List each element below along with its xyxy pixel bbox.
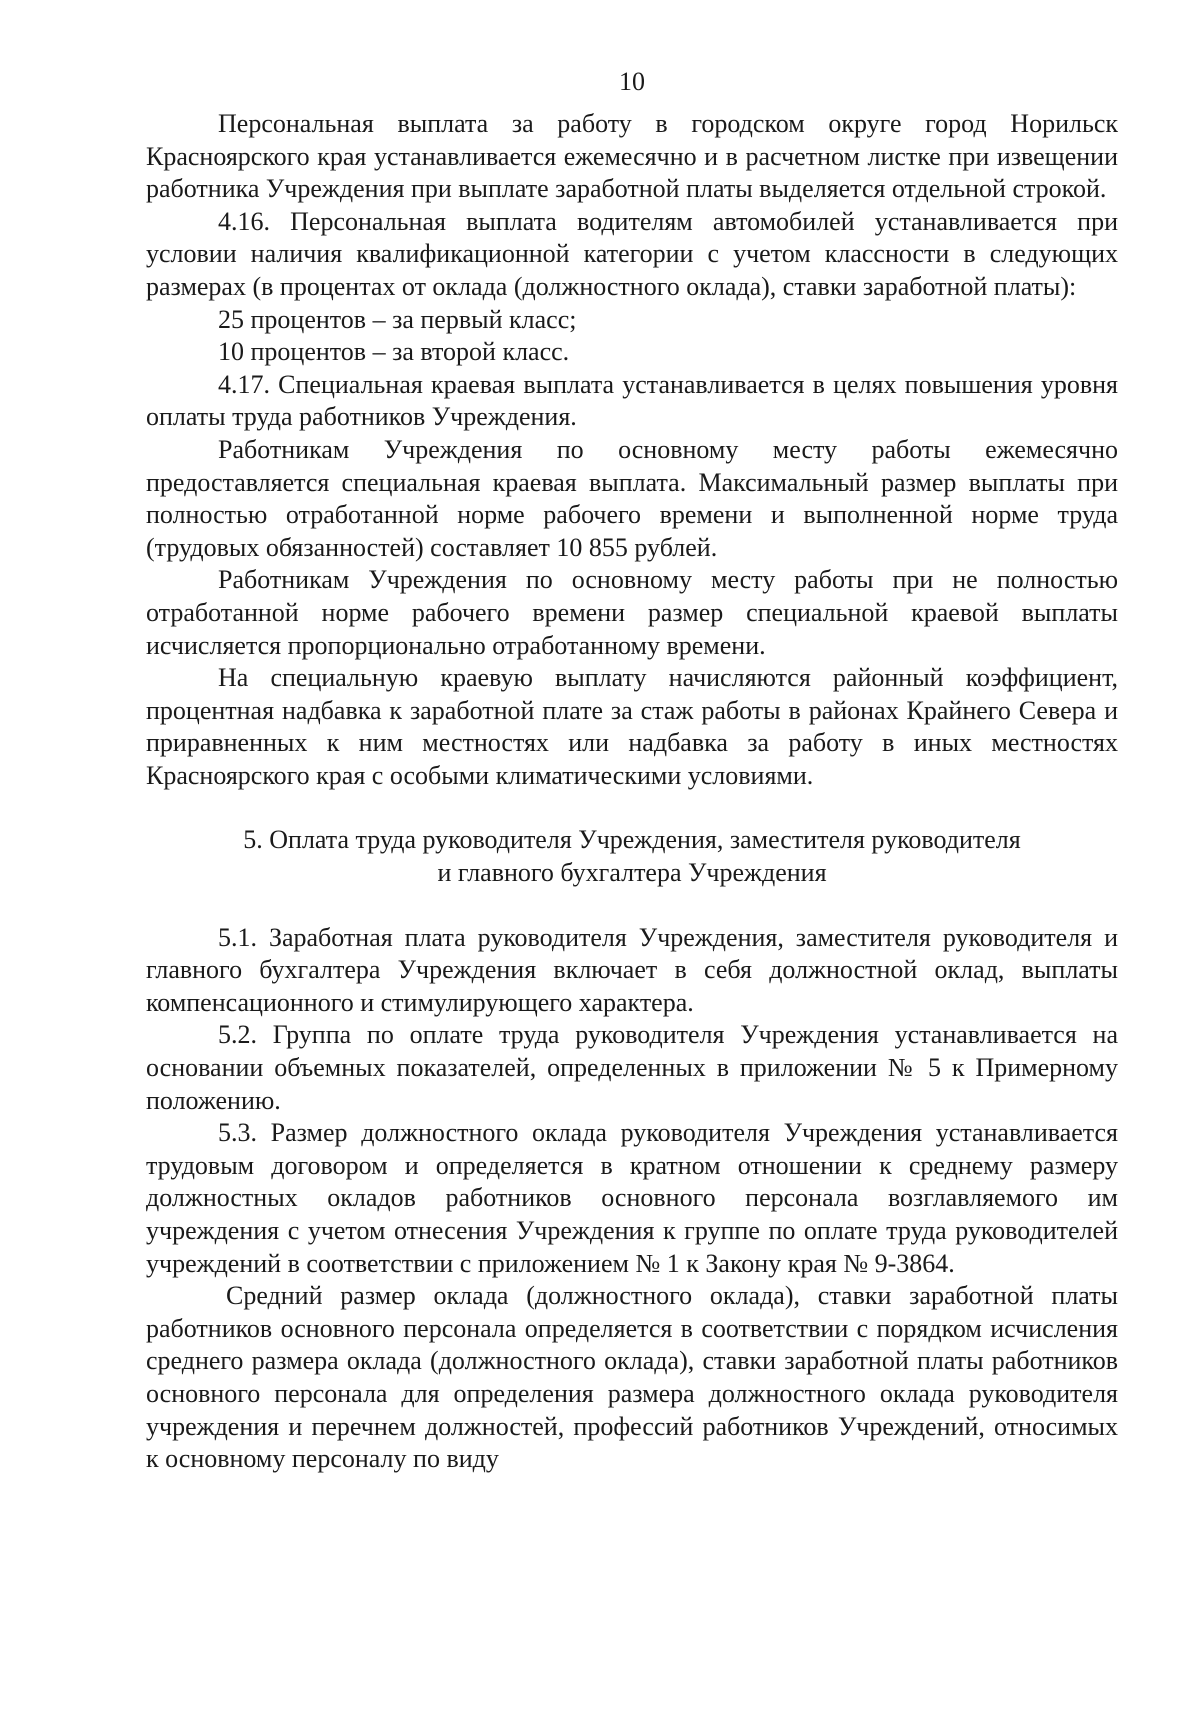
section-heading xyxy=(146,824,1118,889)
paragraph-4-16: 4.16. Персональная выплата водителям автомобилей устанавливается при условии наличия квалификационной категории с учетом классности в следующих размерах (в процентах от оклада (должностного оклада), ставки заработной платы): xyxy=(146,206,1118,301)
paragraph-coefficients: На специальную краевую выплату начисляются районный коэффициент, процентная надбавка к заработной плате за стаж работы в районах Крайнего Севера и приравненных к ним местностях или надбавка за работу в иных местностях Красноярского края с особыми климатическими условиями. xyxy=(146,663,1118,790)
list-item-second-class: 10 процентов – за второй класс. xyxy=(218,337,570,367)
list-item-first-class: 25 процентов – за первый класс; xyxy=(218,304,577,334)
paragraph-partial-norm: Работникам Учреждения по основному месту работы при не полностью отработанной норме рабочего времени размер специальной краевой выплаты исчисляется пропорционально отработанному времени. xyxy=(146,565,1118,660)
section-heading-line-1: 5. Оплата труда руководителя Учреждения, заместителя руководителя xyxy=(243,825,1021,855)
paragraph-4-17: 4.17. Специальная краевая выплата устанавливается в целях повышения уровня оплаты труда работников Учреждения. xyxy=(146,369,1118,432)
paragraph-personal-payment: Персональная выплата за работу в городском округе город Норильск Красноярского края устанавливается ежемесячно и в расчетном листке при извещении работника Учреждения при выплате заработной платы выделяется отдельной строкой. xyxy=(146,109,1118,204)
paragraph-regional-payment: Работникам Учреждения по основному месту работы ежемесячно предоставляется специальная краевая выплата. Максимальный размер выплаты при полностью отработанной норме рабочего времени и выполненной норме труда (трудовых обязанностей) составляет 10 855 рублей. xyxy=(146,434,1118,562)
paragraph-5-2: 5.2. Группа по оплате труда руководителя Учреждения устанавливается на основании объемных показателей, определенных в приложении № 5 к Примерному положению. xyxy=(146,1020,1118,1115)
document-page xyxy=(146,66,1118,1476)
page-number: 10 xyxy=(619,67,645,96)
section-heading-line-2: и главного бухгалтера Учреждения xyxy=(437,858,827,888)
paragraph-5-1: 5.1. Заработная плата руководителя Учреждения, заместителя руководителя и главного бухгалтера Учреждения включает в себя должностной оклад, выплаты компенсационного и стимулирующего характера. xyxy=(146,922,1118,1017)
paragraph-average-salary: Средний размер оклада (должностного оклада), ставки заработной платы работников основного персонала определяется в соответствии с порядком исчисления среднего размера оклада (должностного оклада), ставки заработной платы работников основного персонала для определения размера должностного оклада руководителя учреждения и перечнем должностей, профессий работников Учреждений, относимых к основному персоналу по виду xyxy=(146,1281,1118,1474)
paragraph-5-3: 5.3. Размер должностного оклада руководителя Учреждения устанавливается трудовым договором и определяется в кратном отношении к среднему размеру должностных окладов работников основного персонала возглавляемого им учреждения с учетом отнесения Учреждения к группе по оплате труда руководителей учреждений в соответствии с приложением № 1 к Закону края № 9-3864. xyxy=(146,1118,1118,1278)
